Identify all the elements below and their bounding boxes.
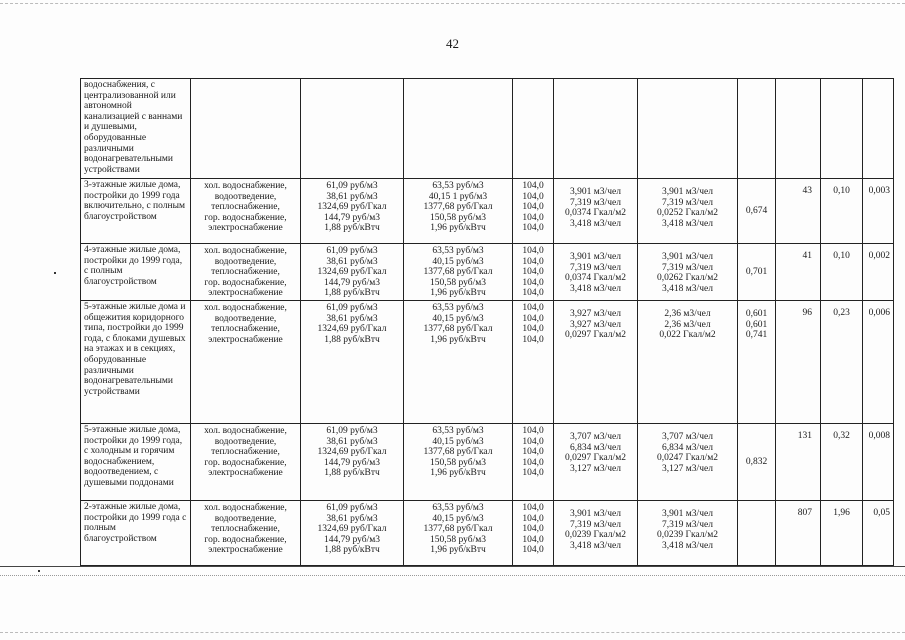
norm-cell: 3,901 м3/чел 7,319 м3/чел 0,0374 Гкал/м2 3,418 м3/чел bbox=[554, 179, 638, 244]
tariff-new-cell: 63,53 руб/м3 40,15 руб/м3 1377,68 руб/Гкал 150,58 руб/м3 1,96 руб/кВтч bbox=[404, 501, 513, 566]
norm-adjusted-cell: 2,36 м3/чел 2,36 м3/чел 0,022 Гкал/м2 bbox=[638, 301, 738, 424]
norm-cell: 3,901 м3/чел 7,319 м3/чел 0,0374 Гкал/м2 3,418 м3/чел bbox=[554, 244, 638, 301]
norm-adjusted-cell: 3,901 м3/чел 7,319 м3/чел 0,0239 Гкал/м2 3,418 м3/чел bbox=[638, 501, 738, 566]
index-cell bbox=[513, 79, 554, 179]
tariff-new-cell: 63,53 руб/м3 40,15 1 руб/м3 1377,68 руб/Гкал 150,58 руб/м3 1,96 руб/кВтч bbox=[404, 179, 513, 244]
tariff-table bbox=[80, 78, 894, 566]
services-cell: хол. водоснабжение, водоотведение, теплоснабжение, гор. водоснабжение, электроснабжение bbox=[191, 179, 301, 244]
tariff-current-cell: 61,09 руб/м3 38,61 руб/м3 1324,69 руб/Гкал 144,79 руб/м3 1,88 руб/кВтч bbox=[301, 179, 404, 244]
value-cell: 0,10 bbox=[821, 179, 863, 244]
tariff-new-cell bbox=[404, 79, 513, 179]
tariff-current-cell: 61,09 руб/м3 38,61 руб/м3 1324,69 руб/Гкал 1,88 руб/кВтч bbox=[301, 301, 404, 424]
housing-type-cell: водоснабжения, с централизованной или автономной канализацией с ваннами и душевыми, оборудованные различными водонагревательными устройствами bbox=[81, 79, 191, 179]
scan-artifact-line bbox=[0, 575, 905, 576]
housing-type-cell: 5-этажные жилые дома, постройки до 1999 года, с холодным и горячим водоснабжением, водоотведением, с душевыми поддонами bbox=[81, 424, 191, 501]
housing-type-cell: 3-этажные жилые дома, постройки до 1999 года включительно, с полным благоустройством bbox=[81, 179, 191, 244]
page-number: 42 bbox=[446, 36, 459, 51]
table-row bbox=[81, 179, 894, 244]
index-cell: 104,0 104,0 104,0 104,0 104,0 bbox=[513, 424, 554, 501]
value-cell: 0,05 bbox=[863, 501, 894, 566]
value-cell: 1,96 bbox=[821, 501, 863, 566]
value-cell: 131 bbox=[776, 424, 821, 501]
services-cell: хол. водоснабжение, водоотведение, теплоснабжение, гор. водоснабжение, электроснабжение bbox=[191, 501, 301, 566]
norm-cell: 3,927 м3/чел 3,927 м3/чел 0,0297 Гкал/м2 bbox=[554, 301, 638, 424]
table-row bbox=[81, 79, 894, 179]
value-cell: 0,32 bbox=[821, 424, 863, 501]
value-cell: 96 bbox=[776, 301, 821, 424]
index-cell: 104,0 104,0 104,0 104,0 104,0 bbox=[513, 501, 554, 566]
value-cell bbox=[863, 79, 894, 179]
tariff-current-cell: 61,09 руб/м3 38,61 руб/м3 1324,69 руб/Гкал 144,79 руб/м3 1,88 руб/кВтч bbox=[301, 501, 404, 566]
value-cell: 43 bbox=[776, 179, 821, 244]
housing-type-cell: 2-этажные жилые дома, постройки до 1999 года с полным благоустройством bbox=[81, 501, 191, 566]
norm-cell: 3,901 м3/чел 7,319 м3/чел 0,0239 Гкал/м2 3,418 м3/чел bbox=[554, 501, 638, 566]
value-cell: 0,003 bbox=[863, 179, 894, 244]
services-cell: хол. водоснабжение, водоотведение, теплоснабжение, гор. водоснабжение, электроснабжение bbox=[191, 244, 301, 301]
norm-adjusted-cell: 3,901 м3/чел 7,319 м3/чел 0,0252 Гкал/м2 3,418 м3/чел bbox=[638, 179, 738, 244]
tariff-current-cell: 61,09 руб/м3 38,61 руб/м3 1324,69 руб/Гкал 144,79 руб/м3 1,88 руб/кВтч bbox=[301, 424, 404, 501]
tariff-new-cell: 63,53 руб/м3 40,15 руб/м3 1377,68 руб/Гкал 1,96 руб/кВтч bbox=[404, 301, 513, 424]
table-row bbox=[81, 301, 894, 424]
housing-type-cell: 4-этажные жилые дома, постройки до 1999 года, с полным благоустройством bbox=[81, 244, 191, 301]
table-row bbox=[81, 244, 894, 301]
table-row bbox=[81, 424, 894, 501]
services-cell: хол. водоснабжение, водоотведение, теплоснабжение, гор. водоснабжение, электроснабжение bbox=[191, 424, 301, 501]
tariff-current-cell bbox=[301, 79, 404, 179]
coefficient-cell bbox=[738, 501, 776, 566]
table-row bbox=[81, 501, 894, 566]
scan-artifact-line bbox=[0, 566, 905, 567]
norm-cell bbox=[554, 79, 638, 179]
value-cell: 0,008 bbox=[863, 424, 894, 501]
scan-artifact-top bbox=[0, 3, 905, 4]
norm-adjusted-cell: 3,901 м3/чел 7,319 м3/чел 0,0262 Гкал/м2 3,418 м3/чел bbox=[638, 244, 738, 301]
coefficient-cell: 0,701 bbox=[738, 244, 776, 301]
value-cell bbox=[821, 79, 863, 179]
index-cell: 104,0 104,0 104,0 104,0 bbox=[513, 301, 554, 424]
housing-type-cell: 5-этажные жилые дома и общежития коридорного типа, постройки до 1999 года, с блоками душевых на этажах и в секциях, оборудованные различными водонагревательными устройствами bbox=[81, 301, 191, 424]
tariff-current-cell: 61,09 руб/м3 38,61 руб/м3 1324,69 руб/Гкал 144,79 руб/м3 1,88 руб/кВтч bbox=[301, 244, 404, 301]
scan-artifact-bottom bbox=[0, 632, 905, 633]
value-cell: 0,006 bbox=[863, 301, 894, 424]
tariff-new-cell: 63,53 руб/м3 40,15 руб/м3 1377,68 руб/Гкал 150,58 руб/м3 1,96 руб/кВтч bbox=[404, 244, 513, 301]
coefficient-cell: 0,832 bbox=[738, 424, 776, 501]
coefficient-cell: 0,674 bbox=[738, 179, 776, 244]
value-cell: 0,002 bbox=[863, 244, 894, 301]
services-cell bbox=[191, 79, 301, 179]
coefficient-cell bbox=[738, 79, 776, 179]
value-cell: 0,10 bbox=[821, 244, 863, 301]
scan-dot bbox=[54, 272, 56, 274]
norm-adjusted-cell bbox=[638, 79, 738, 179]
scan-dot bbox=[38, 570, 40, 572]
services-cell: хол. водоснабжение, водоотведение, теплоснабжение, электроснабжение bbox=[191, 301, 301, 424]
value-cell: 807 bbox=[776, 501, 821, 566]
index-cell: 104,0 104,0 104,0 104,0 104,0 bbox=[513, 179, 554, 244]
norm-cell: 3,707 м3/чел 6,834 м3/чел 0,0297 Гкал/м2 3,127 м3/чел bbox=[554, 424, 638, 501]
value-cell: 41 bbox=[776, 244, 821, 301]
value-cell: 0,23 bbox=[821, 301, 863, 424]
value-cell bbox=[776, 79, 821, 179]
norm-adjusted-cell: 3,707 м3/чел 6,834 м3/чел 0,0247 Гкал/м2 3,127 м3/чел bbox=[638, 424, 738, 501]
coefficient-cell: 0,601 0,601 0,741 bbox=[738, 301, 776, 424]
tariff-new-cell: 63,53 руб/м3 40,15 руб/м3 1377,68 руб/Гкал 150,58 руб/м3 1,96 руб/кВтч bbox=[404, 424, 513, 501]
index-cell: 104,0 104,0 104,0 104,0 104,0 bbox=[513, 244, 554, 301]
